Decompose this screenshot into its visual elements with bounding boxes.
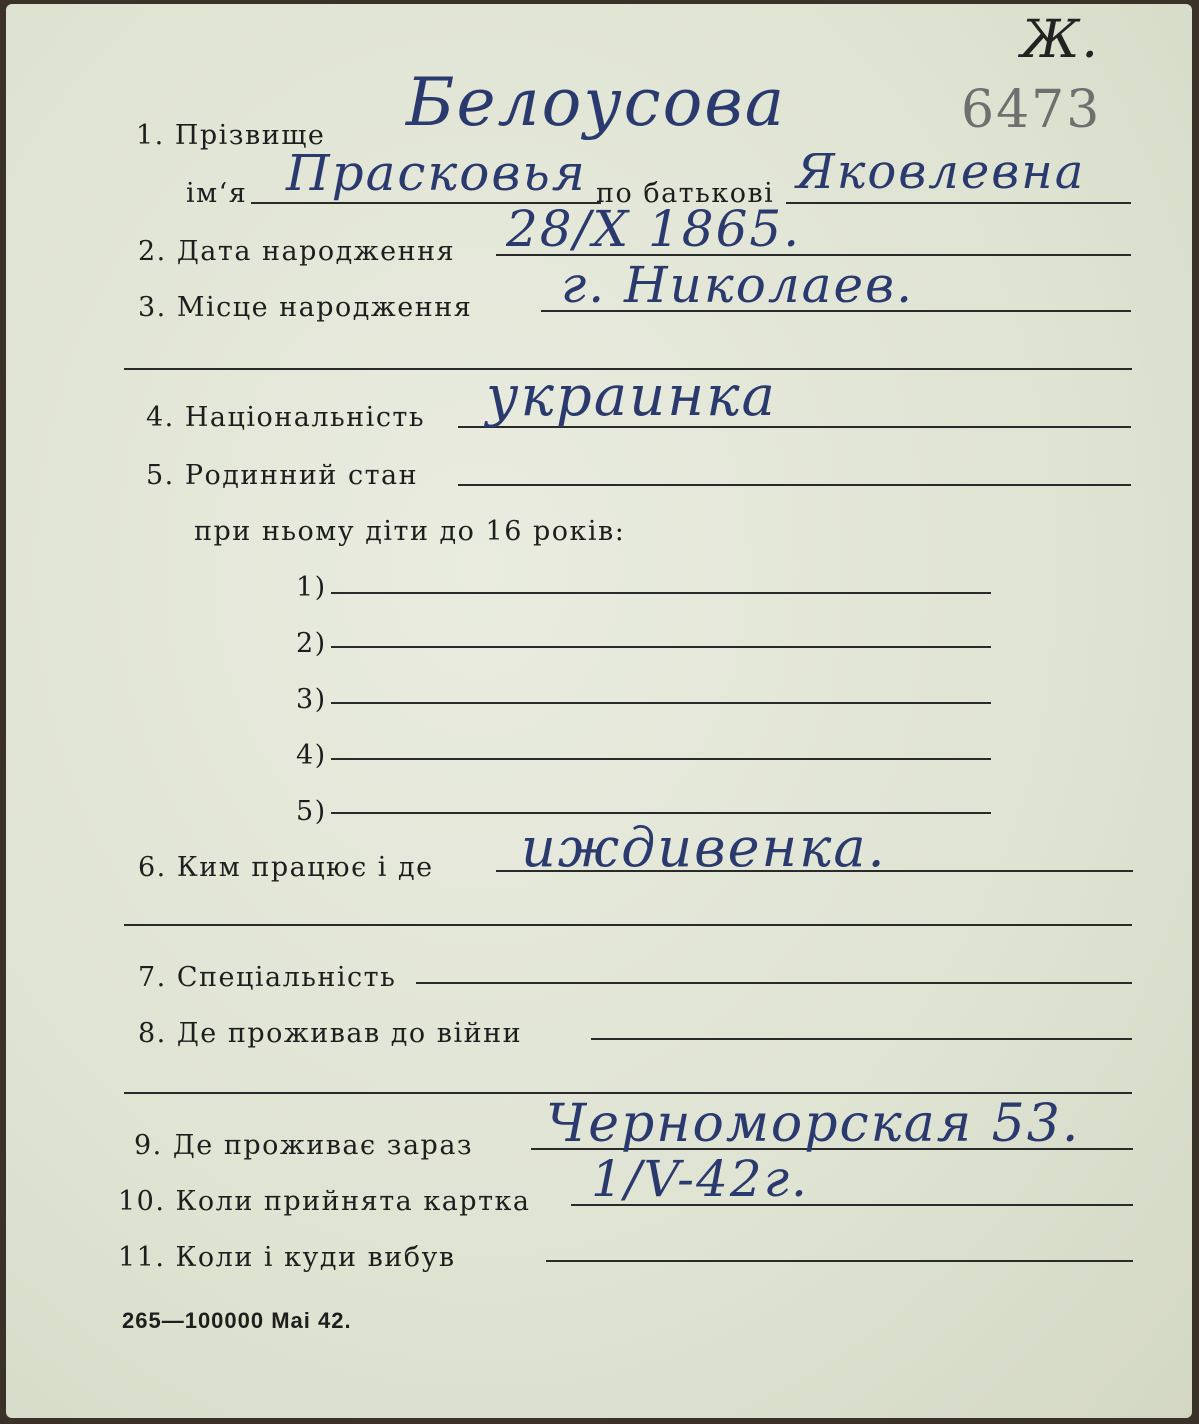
child-4-label: 4)	[296, 740, 327, 771]
patronymic-line	[786, 202, 1131, 204]
patronymic-value: Яковлевна	[796, 144, 1086, 200]
archive-number: 6473	[961, 80, 1102, 140]
nationality-value: украинка	[486, 364, 777, 429]
marital-label: 5. Родинний стан	[146, 460, 419, 491]
occupation-label: 6. Ким працює і де	[138, 852, 434, 883]
registration-card	[6, 4, 1192, 1418]
child-1-label: 1)	[296, 572, 327, 603]
card-accepted-value: 1/V-42г.	[591, 1150, 809, 1208]
printer-imprint: 265—100000 Mai 42.	[122, 1308, 352, 1333]
children-label: при ньому діти до 16 років:	[194, 516, 626, 547]
marital-line	[458, 484, 1131, 486]
departure-line	[546, 1260, 1133, 1262]
occupation-value: иждивенка.	[521, 816, 887, 879]
surname-label: 1. Прізвище	[136, 120, 326, 151]
child-1-line	[331, 592, 991, 594]
departure-label: 11. Коли і куди вибув	[118, 1242, 456, 1273]
child-2-label: 2)	[296, 628, 327, 659]
birthplace-label: 3. Місце народження	[138, 292, 473, 323]
prewar-residence-line	[591, 1038, 1132, 1040]
current-residence-value: Черноморская 53.	[546, 1094, 1081, 1154]
archive-letter: Ж.	[1021, 10, 1100, 70]
surname-value: Белоусова	[406, 64, 787, 141]
occupation-line-2	[124, 924, 1132, 926]
specialty-line	[416, 982, 1132, 984]
patronymic-label: по батькові	[596, 178, 775, 209]
child-3-label: 3)	[296, 684, 327, 715]
current-residence-label: 9. Де проживає зараз	[134, 1130, 474, 1161]
card-accepted-label: 10. Коли прийнята картка	[118, 1186, 531, 1217]
child-4-line	[331, 758, 991, 760]
child-5-line	[331, 812, 991, 814]
child-3-line	[331, 702, 991, 704]
birthdate-value: 28/X 1865.	[506, 200, 802, 258]
birthplace-value: г. Николаев.	[561, 256, 915, 314]
child-2-line	[331, 646, 991, 648]
name-label: ім‘я	[186, 178, 248, 209]
name-value: Прасковья	[286, 144, 587, 202]
nationality-label: 4. Національність	[146, 402, 426, 433]
child-5-label: 5)	[296, 796, 327, 827]
specialty-label: 7. Спеціальність	[138, 962, 397, 993]
prewar-residence-label: 8. Де проживав до війни	[138, 1018, 523, 1049]
birthdate-label: 2. Дата народження	[138, 236, 456, 267]
